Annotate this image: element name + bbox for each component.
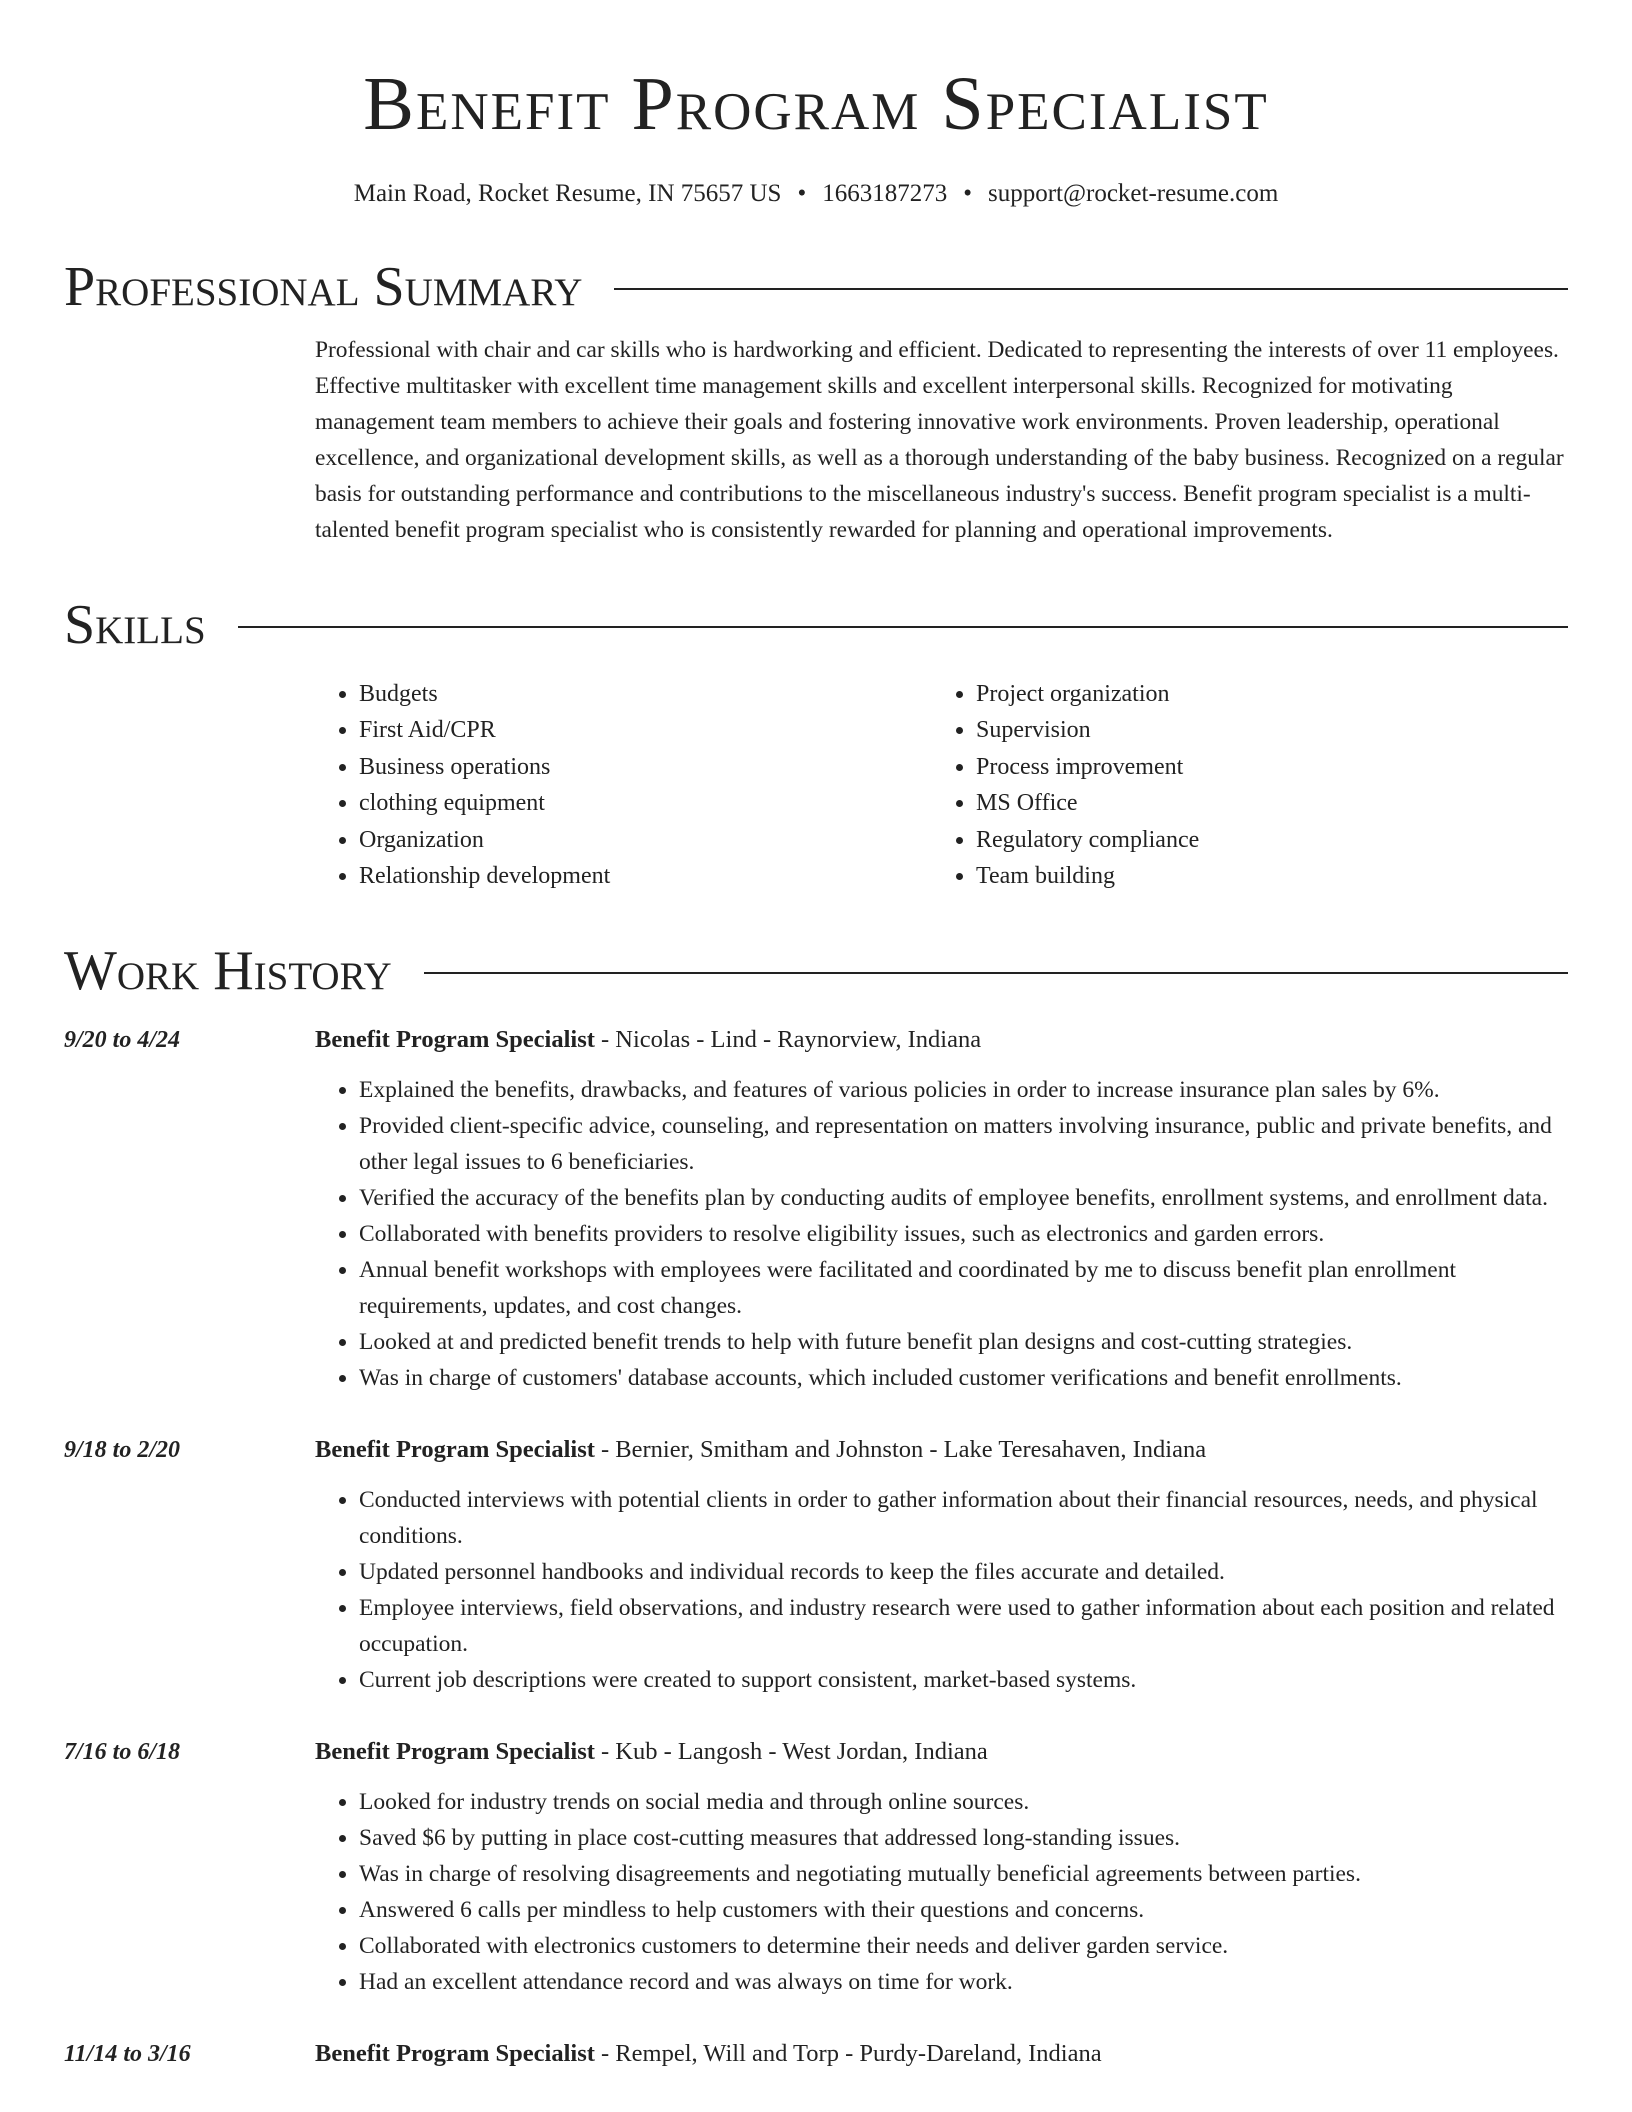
section-divider	[238, 626, 1568, 628]
work-title: Work History	[64, 940, 392, 1003]
skill-item: • Project organization	[976, 676, 1549, 712]
section-divider	[614, 288, 1568, 290]
skill-item: • First Aid/CPR	[359, 712, 932, 748]
job-bullet: • Collaborated with benefits providers to resolve eligibility issues, such as electronics and garden errors.	[359, 1216, 1568, 1252]
skills-section-header	[64, 594, 1568, 656]
skill-item: • Budgets	[359, 676, 932, 712]
skill-item: • MS Office	[976, 785, 1549, 821]
skills-list	[315, 676, 1568, 894]
job-role: Benefit Program Specialist	[315, 1436, 595, 1464]
job-entry	[64, 1432, 1568, 1698]
job-bullet: • Updated personnel handbooks and individual records to keep the files accurate and detailed.	[359, 1554, 1568, 1590]
job-entry	[64, 1022, 1568, 1396]
phone: 1663187273	[822, 180, 948, 207]
resume-name: Benefit Program Specialist	[363, 62, 1269, 146]
job-heading	[315, 1022, 1568, 1058]
skill-item: • clothing equipment	[359, 785, 932, 821]
summary-section-header	[64, 256, 1568, 318]
job-bullet: • Employee interviews, field observations, and industry research were used to gather information about each position and related occupation.	[359, 1590, 1568, 1662]
summary-text: Professional with chair and car skills who is hardworking and efficient. Dedicated to representing the interests of over 11 employees. Effective multitasker with excellent time management skills and excellent interpersonal skills. Recognized for motivating management team members to achieve their goals and fostering innovative work environments. Proven leadership, operational excellence, and organizational development skills, as well as a thorough understanding of the baby business. Recognized on a regular basis for outstanding performance and contributions to the miscellaneous industry's success. Benefit program specialist is a multi-talented benefit program specialist who is consistently rewarded for planning and operational improvements.	[315, 337, 1564, 543]
job-dates: 11/14 to 3/16	[64, 2041, 191, 2068]
skill-item: • Supervision	[976, 712, 1549, 748]
job-bullets	[315, 1482, 1568, 1698]
job-bullet: • Current job descriptions were created to support consistent, market-based systems.	[359, 1662, 1568, 1698]
job-bullet: • Saved $6 by putting in place cost-cutting measures that addressed long-standing issues.	[359, 1820, 1568, 1856]
skill-item: • Team building	[976, 858, 1549, 894]
job-bullet: • Had an excellent attendance record and was always on time for work.	[359, 1964, 1568, 2000]
job-bullet: • Explained the benefits, drawbacks, and features of various policies in order to increase insurance plan sales by 6%.	[359, 1072, 1568, 1108]
job-bullet: • Verified the accuracy of the benefits plan by conducting audits of employee benefits, enrollment systems, and enrollment data.	[359, 1180, 1568, 1216]
contact-line	[64, 178, 1568, 210]
job-bullet: • Conducted interviews with potential clients in order to gather information about their financial resources, needs, and physical conditions.	[359, 1482, 1568, 1554]
skill-item: • Business operations	[359, 749, 932, 785]
email: support@rocket-resume.com	[987, 180, 1279, 207]
job-bullet: • Was in charge of resolving disagreements and negotiating mutually beneficial agreements between parties.	[359, 1856, 1568, 1892]
job-bullet: • Was in charge of customers' database accounts, which included customer verifications and benefit enrollments.	[359, 1360, 1568, 1396]
job-entry	[64, 2036, 1568, 2072]
job-employer: - Rempel, Will and Torp - Purdy-Dareland, Indiana	[594, 2040, 1102, 2068]
job-bullet: • Provided client-specific advice, counseling, and representation on matters involving insurance, public and private benefits, and other legal issues to 6 beneficiaries.	[359, 1108, 1568, 1180]
job-bullet: • Answered 6 calls per mindless to help customers with their questions and concerns.	[359, 1892, 1568, 1928]
job-bullet: • Looked for industry trends on social media and through online sources.	[359, 1784, 1568, 1820]
contact-separator: •	[963, 180, 972, 207]
job-role: Benefit Program Specialist	[315, 1738, 595, 1766]
skills-column-left	[315, 676, 932, 894]
job-dates: 9/18 to 2/20	[64, 1437, 181, 1464]
skills-column-right	[932, 676, 1549, 894]
job-employer: - Bernier, Smitham and Johnston - Lake Teresahaven, Indiana	[594, 1436, 1207, 1464]
job-heading	[315, 1734, 1568, 1770]
job-dates: 7/16 to 6/18	[64, 1739, 181, 1766]
job-entry	[64, 1734, 1568, 2000]
work-section-header	[64, 940, 1568, 1002]
job-role: Benefit Program Specialist	[315, 1026, 595, 1054]
skill-item: • Organization	[359, 822, 932, 858]
job-bullet: • Looked at and predicted benefit trends to help with future benefit plan designs and cost-cutting strategies.	[359, 1324, 1568, 1360]
summary-title: Professional Summary	[64, 256, 583, 318]
job-bullet: • Collaborated with electronics customers to determine their needs and deliver garden service.	[359, 1928, 1568, 1964]
job-body	[315, 1432, 1568, 1698]
contact-separator: •	[797, 180, 807, 207]
job-body	[315, 1022, 1568, 1396]
job-dates: 9/20 to 4/24	[64, 1027, 181, 1054]
job-bullet: • Annual benefit workshops with employees were facilitated and coordinated by me to discuss benefit plan enrollment requirements, updates, and cost changes.	[359, 1252, 1568, 1324]
job-body	[315, 2036, 1568, 2072]
job-role: Benefit Program Specialist	[315, 2040, 595, 2068]
job-heading	[315, 1432, 1568, 1468]
job-employer: - Kub - Langosh - West Jordan, Indiana	[594, 1738, 988, 1766]
job-bullets	[315, 1784, 1568, 2000]
job-bullets	[315, 1072, 1568, 1396]
job-heading	[315, 2036, 1568, 2072]
job-employer: - Nicolas - Lind - Raynorview, Indiana	[594, 1026, 982, 1054]
skills-title: Skills	[64, 594, 206, 656]
skill-item: • Process improvement	[976, 749, 1549, 785]
section-divider	[424, 972, 1568, 974]
skill-item: • Relationship development	[359, 858, 932, 894]
address: Main Road, Rocket Resume, IN 75657 US	[353, 180, 782, 207]
job-body	[315, 1734, 1568, 2000]
skill-item: • Regulatory compliance	[976, 822, 1549, 858]
